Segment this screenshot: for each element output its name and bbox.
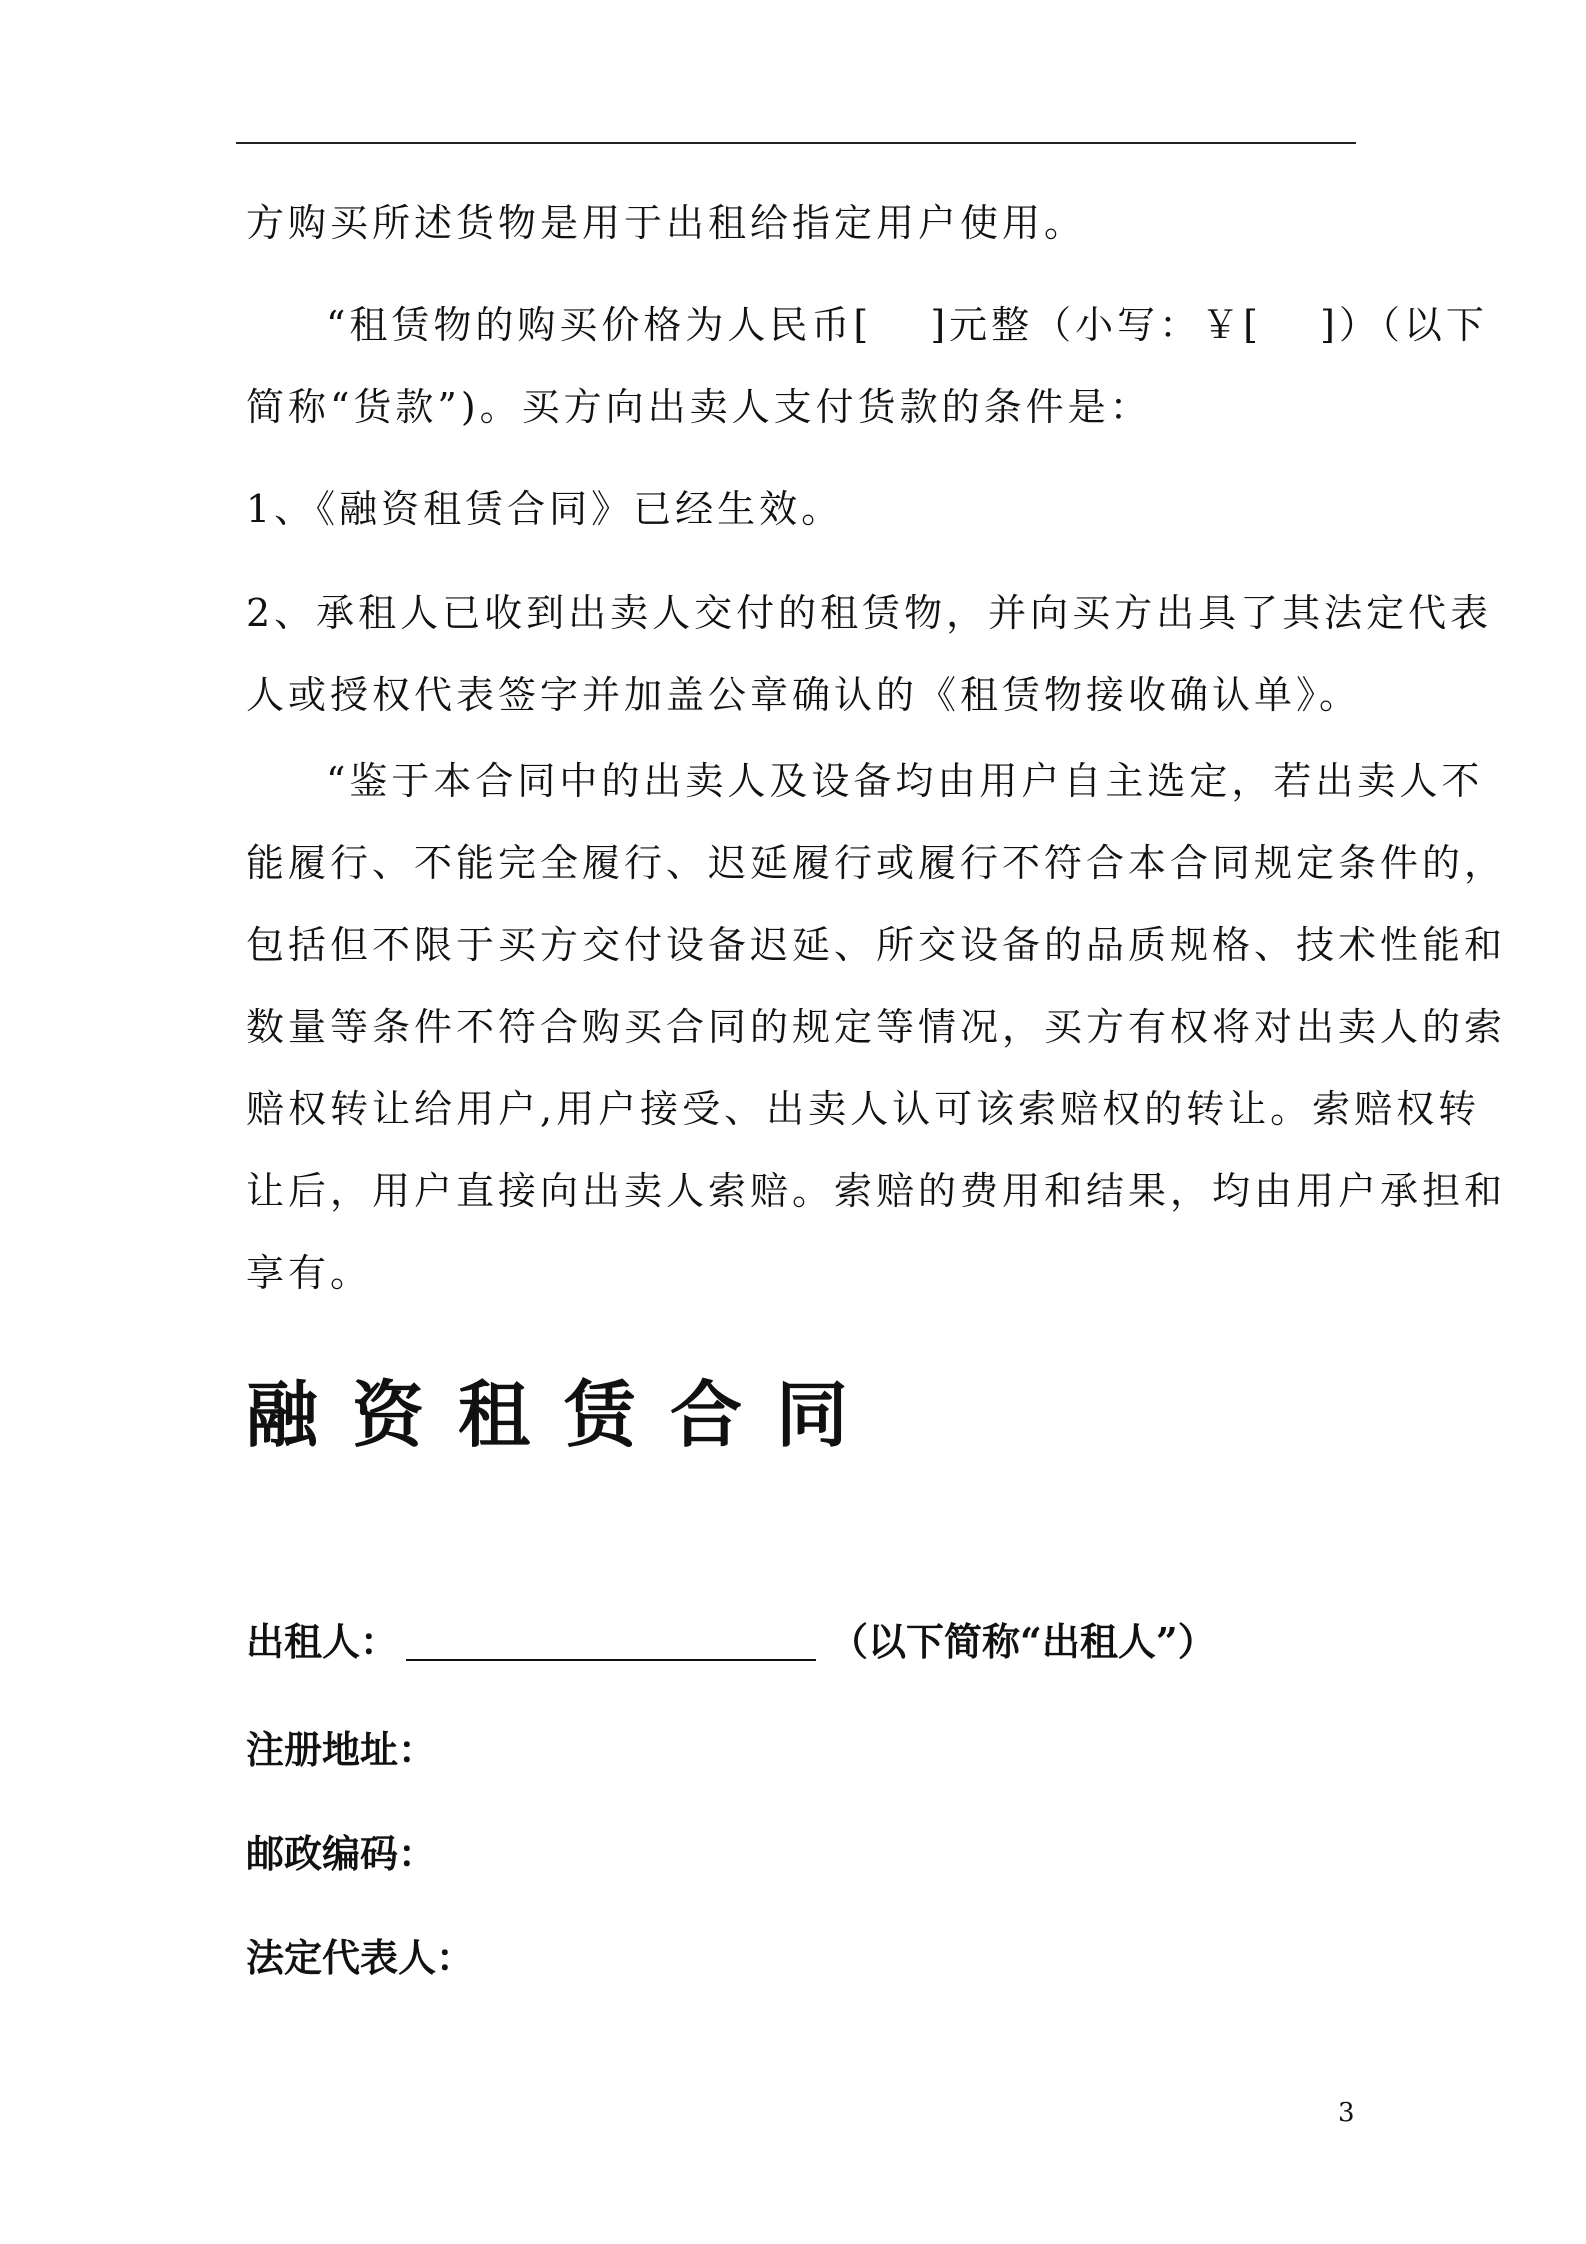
header-rule bbox=[236, 142, 1356, 144]
lessor-label: 出租人： bbox=[246, 1619, 399, 1664]
text-line: 人或授权代表签字并加盖公章确认的《租赁物接收确认单》。 bbox=[246, 673, 1362, 717]
lessor-field bbox=[246, 1612, 1216, 1672]
text-line: 享有。 bbox=[246, 1251, 373, 1295]
legal-representative-label: 法定代表人： bbox=[246, 1935, 475, 1980]
page-number: 3 bbox=[1338, 2098, 1355, 2128]
registered-address-field bbox=[246, 1720, 436, 1780]
text-line: 赔权转让给用户,用户接受、出卖人认可该索赔权的转让。索赔权转 bbox=[246, 1087, 1481, 1131]
legal-representative-field bbox=[246, 1928, 474, 1988]
text-line: “鉴于本合同中的出卖人及设备均由用户自主选定，若出卖人不 bbox=[326, 759, 1484, 803]
text-line: 包括但不限于买方交付设备迟延、所交设备的品质规格、技术性能和 bbox=[246, 923, 1507, 967]
text-line: 1、《融资租赁合同》已经生效。 bbox=[246, 487, 844, 531]
paragraph-purchase-price bbox=[246, 284, 1488, 448]
postcode-label: 邮政编码： bbox=[246, 1831, 437, 1876]
text-line: 能履行、不能完全履行、迟延履行或履行不符合本合同规定条件的， bbox=[246, 841, 1507, 885]
paragraph-condition-2 bbox=[246, 572, 1493, 736]
text-line: 简称“货款”)。买方向出卖人支付货款的条件是： bbox=[246, 385, 1152, 429]
text-line: 数量等条件不符合购买合同的规定等情况，买方有权将对出卖人的索 bbox=[246, 1005, 1507, 1049]
postcode-field bbox=[246, 1824, 436, 1884]
paragraph-claim-transfer bbox=[246, 740, 1507, 1314]
paragraph-purchase-purpose bbox=[246, 182, 1356, 264]
contract-title: 融资租赁合同 bbox=[246, 1372, 883, 1457]
paragraph-condition-1 bbox=[246, 468, 1356, 550]
text-line: “租赁物的购买价格为人民币[ ]元整（小写：￥[ ]）（以下 bbox=[326, 303, 1488, 347]
lessor-name-blank bbox=[406, 1619, 816, 1661]
text-line: 2、承租人已收到出卖人交付的租赁物，并向买方出具了其法定代表 bbox=[246, 591, 1493, 635]
registered-address-label: 注册地址： bbox=[246, 1727, 437, 1772]
text-line: 方购买所述货物是用于出租给指定用户使用。 bbox=[246, 201, 1087, 245]
text-line: 让后，用户直接向出卖人索赔。索赔的费用和结果，均由用户承担和 bbox=[246, 1169, 1507, 1213]
lessor-suffix: （以下简称“出租人”） bbox=[830, 1619, 1216, 1664]
